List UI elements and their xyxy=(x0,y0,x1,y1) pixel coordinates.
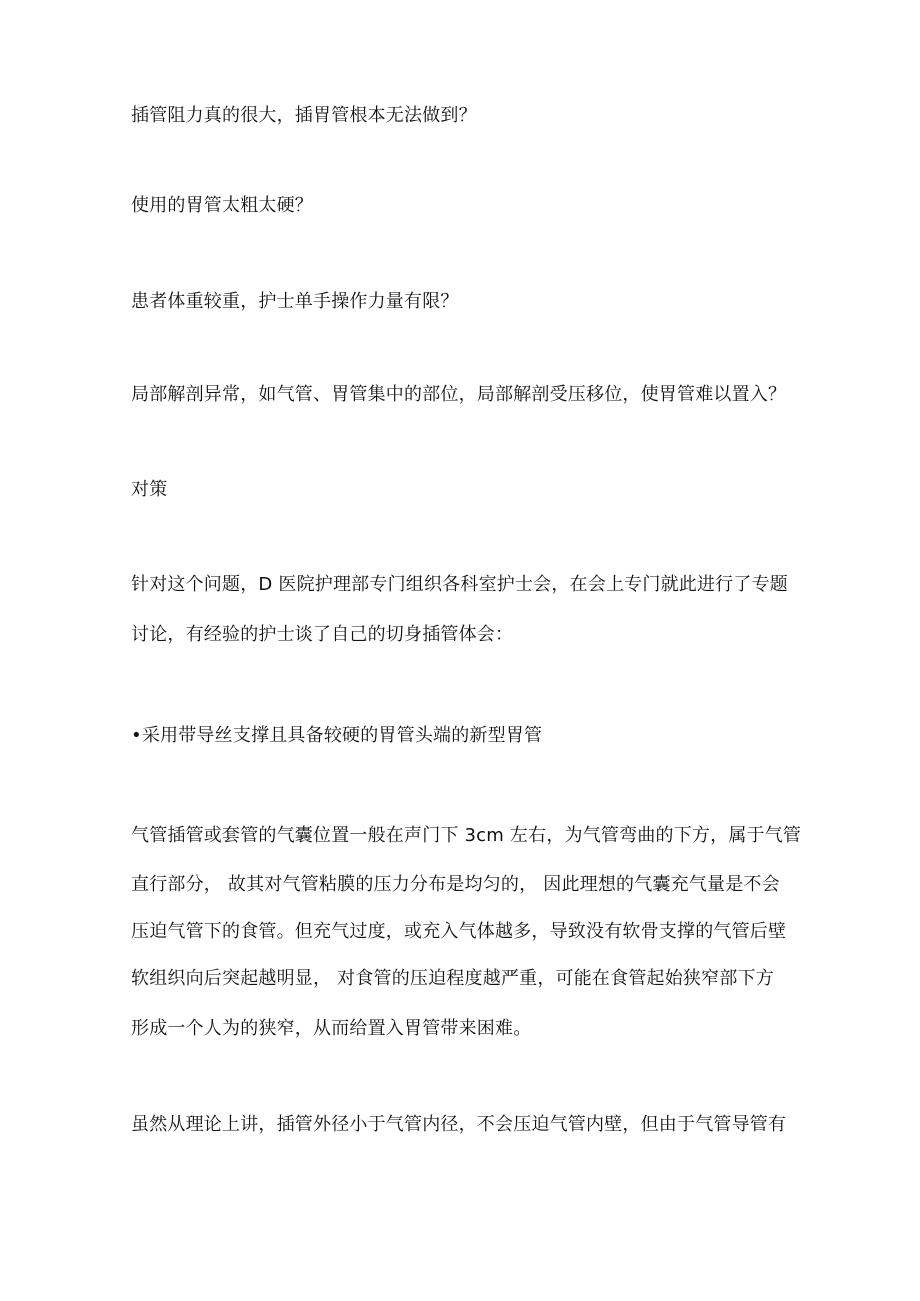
question-anatomy: 局部解剖异常，如气管、胃管集中的部位，局部解剖受压移位，使胃管难以置入？ xyxy=(131,384,787,405)
paragraph-1-line-2: 直行部分， 故其对气管粘膜的压力分布是均匀的， 因此理想的气囊充气量是不会 xyxy=(131,874,780,895)
intro-line-2: 讨论，有经验的护士谈了自己的切身插管体会： xyxy=(131,624,514,645)
intro-line-1: 针对这个问题，D 医院护理部专门组织各科室护士会，在会上专门就此进行了专题 xyxy=(131,574,788,595)
question-patient-weight: 患者体重较重，护士单手操作力量有限？ xyxy=(131,291,459,312)
paragraph-1-line-3: 压迫气管下的食管。但充气过度，或充入气体越多，导致没有软骨支撑的气管后壁 xyxy=(131,921,787,942)
paragraph-2-line-1: 虽然从理论上讲，插管外径小于气管内径，不会压迫气管内壁，但由于气管导管有 xyxy=(131,1114,787,1135)
paragraph-1-line-4: 软组织向后突起越明显， 对食管的压迫程度越严重，可能在食管起始狭窄部下方 xyxy=(131,968,774,989)
section-heading: 对策 xyxy=(131,479,168,500)
bullet-point: •采用带导丝支撑且具备较硬的胃管头端的新型胃管 xyxy=(131,725,543,746)
question-tube-size: 使用的胃管太粗太硬？ xyxy=(131,195,313,216)
paragraph-1-line-5: 形成一个人为的狭窄，从而给置入胃管带来困难。 xyxy=(131,1018,532,1039)
paragraph-1-line-1: 气管插管或套管的气囊位置一般在声门下 3cm 左右，为气管弯曲的下方，属于气管 xyxy=(131,825,802,846)
question-resistance: 插管阻力真的很大，插胃管根本无法做到？ xyxy=(131,105,477,126)
